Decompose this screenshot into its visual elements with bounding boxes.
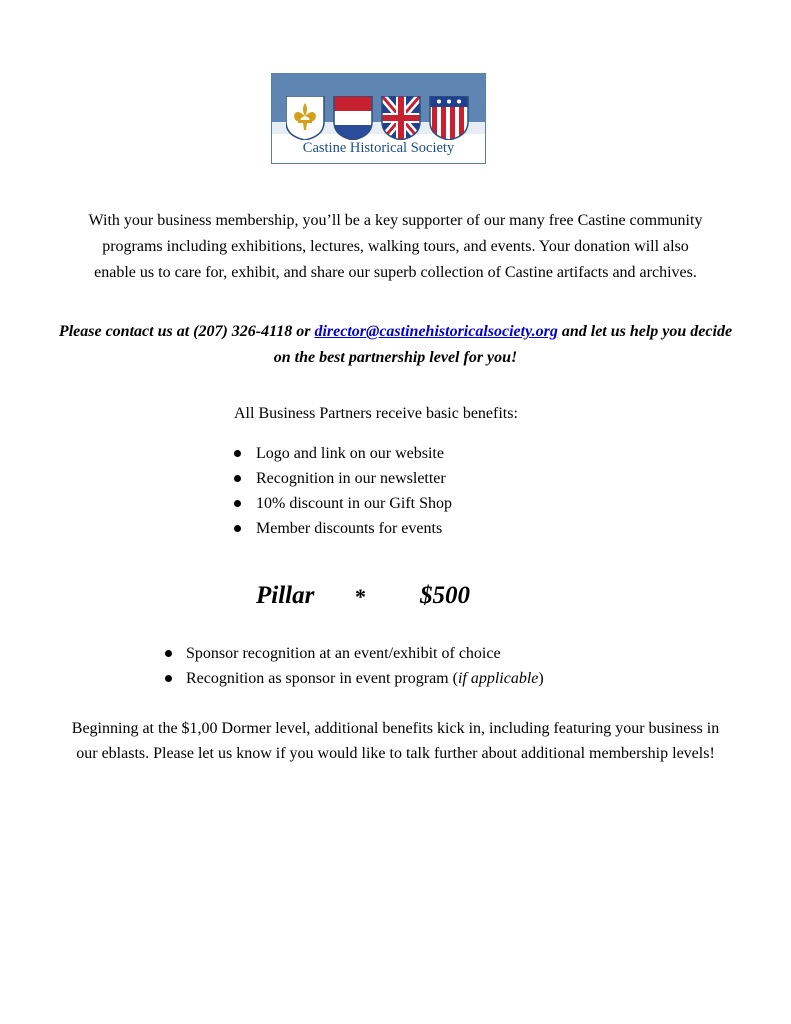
bullet-icon xyxy=(234,450,241,457)
bullet-icon xyxy=(234,475,241,482)
intro-paragraph: With your business membership, you’ll be a key supporter of our many free Castine community programs including exhibitions, lectures, walking tours, and events. Your donation will also enable us to care for, exhibit, and share our superb collection of Castine artifacts and archives. xyxy=(88,212,703,281)
tier-benefit-item xyxy=(165,666,544,691)
tier-separator: * xyxy=(355,584,366,609)
dutch-flag-shield-icon xyxy=(334,96,372,140)
tier-benefit-item xyxy=(165,641,544,666)
benefit-text: 10% discount in our Gift Shop xyxy=(256,495,452,512)
bullet-icon xyxy=(234,500,241,507)
tier-benefit-text: Recognition as sponsor in event program ( xyxy=(186,670,458,687)
benefit-item xyxy=(234,491,452,516)
bullet-icon xyxy=(165,675,172,682)
tier-benefit-text: Sponsor recognition at an event/exhibit of choice xyxy=(186,645,501,662)
castine-historical-society-logo xyxy=(271,73,486,164)
tier-name: Pillar xyxy=(256,582,315,609)
logo-shields xyxy=(286,96,476,140)
tier-heading xyxy=(0,582,791,616)
fleur-de-lis-shield-icon xyxy=(286,96,324,140)
bullet-icon xyxy=(234,525,241,532)
benefit-item xyxy=(234,466,452,491)
union-jack-shield-icon xyxy=(382,96,420,140)
benefit-item xyxy=(234,516,452,541)
benefits-list xyxy=(234,441,452,541)
email-link[interactable]: director@castinehistoricalsociety.org xyxy=(314,323,558,340)
benefit-text: Recognition in our newsletter xyxy=(256,470,446,487)
logo-text: Castine Historical Society xyxy=(302,140,455,156)
tier-benefits-list xyxy=(165,641,544,691)
bullet-icon xyxy=(165,650,172,657)
benefit-text: Logo and link on our website xyxy=(256,445,444,462)
contact-text-after: and let us help you decide on the best partnership level for you! xyxy=(273,323,733,366)
contact-text-before: Please contact us at (207) 326-4118 or xyxy=(58,323,315,340)
tier-benefit-note: if applicable xyxy=(457,670,539,687)
benefit-item xyxy=(234,441,452,466)
us-flag-shield-icon xyxy=(430,96,468,140)
benefits-heading: All Business Partners receive basic benefits: xyxy=(234,405,518,422)
closing-paragraph: Beginning at the $1,00 Dormer level, additional benefits kick in, including featuring your business in our eblasts. Please let us know if you would like to talk further about additional membership levels! xyxy=(71,720,720,762)
contact-paragraph xyxy=(50,319,741,371)
tier-benefit-close: ) xyxy=(538,670,544,687)
tier-price: $500 xyxy=(420,582,470,609)
benefit-text: Member discounts for events xyxy=(256,520,443,537)
